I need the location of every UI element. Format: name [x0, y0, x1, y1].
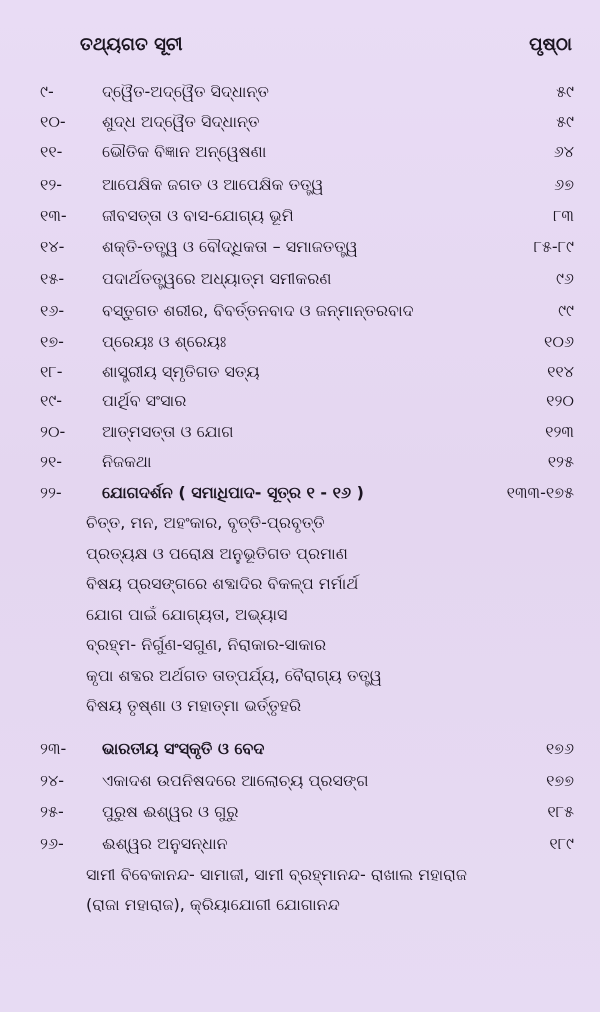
toc-page-number: ୧୦୬	[544, 332, 574, 351]
toc-number: ୧୯-	[40, 391, 63, 410]
toc-number: ୨୧-	[40, 452, 63, 471]
toc-page-number: ୯୯	[558, 301, 574, 320]
toc-page-number: ୧୩୩-୧୭୫	[506, 483, 574, 502]
toc-entry-title: ପାର୍ଥିବ ସଂସାର	[102, 391, 187, 410]
toc-row	[40, 296, 574, 326]
subtopic-line: ପ୍ରତ୍ୟକ୍ଷ ଓ ପରୋକ୍ଷ ଅନୁଭୂତିଗତ ପ୍ରମାଣ	[86, 543, 348, 563]
toc-row	[40, 232, 574, 262]
toc-entry-title: ପୁରୁଷ ଈଶ୍ୱର ଓ ଗୁରୁ	[102, 802, 239, 821]
subtopic-line: କୃପା ଶବ୍ଦର ଅର୍ଥଗତ ତାତ୍ପର୍ଯ୍ୟ, ବୈରାଗ୍ୟ ତତ୍ତ୍ୱ	[86, 665, 382, 685]
toc-page-number: ୬୭	[554, 175, 574, 194]
toc-number: ୧୧-	[40, 142, 63, 161]
toc-number: ୨୪-	[40, 771, 64, 790]
toc-number: ୧୬-	[40, 301, 65, 320]
toc-page-number: ୫୯	[556, 82, 574, 101]
toc-number: ୨୨-	[40, 483, 62, 502]
toc-number: ୨୩-	[40, 739, 67, 758]
subtopic-line: ଚିତ୍ତ, ମନ, ଅହଂକାର, ବୃତ୍ତି-ପ୍ରବୃତ୍ତି	[86, 513, 325, 532]
toc-row	[40, 137, 574, 167]
toc-row	[40, 357, 574, 387]
toc-entry-title: ପଦାର୍ଥତତ୍ତ୍ୱରେ ଅଧ୍ୟାତ୍ମ ସମୀକରଣ	[102, 269, 332, 288]
toc-header	[80, 28, 576, 64]
subtopic-line: (ରାଜା ମହାରାଜ), କ୍ରିୟାଯୋଗୀ ଯୋଗାନନ୍ଦ	[86, 895, 340, 914]
toc-page-number: ୮୫-୮୯	[533, 237, 574, 256]
toc-entry-title: ଶୁଦ୍ଧ ଅଦ୍ୱୈତ ସିଦ୍ଧାନ୍ତ	[102, 112, 260, 131]
toc-number: ୨୦-	[40, 422, 66, 441]
toc-number: ୯-	[40, 82, 54, 101]
toc-page-number: ୧୨୩	[545, 422, 574, 441]
toc-row	[40, 327, 574, 357]
subtopic-line: ବିଷୟ ପ୍ରସଙ୍ଗରେ ଶବ୍ଦାଦିର ବିକଳ୍ପ ମର୍ମାର୍ଥ	[86, 574, 359, 593]
toc-row	[40, 170, 574, 200]
toc-entry-title: ଜୀବସତ୍ତା ଓ ବାସ-ଯୋଗ୍ୟ ଭୂମି	[102, 206, 294, 225]
yoga-subtopics	[86, 508, 546, 722]
toc-number: ୧୨-	[40, 175, 63, 194]
toc-page-number: ୧୭୬	[545, 739, 574, 758]
subtopic-line: ଯୋଗ ପାଇଁ ଯୋଗ୍ୟତା, ଅଭ୍ୟାସ	[86, 604, 288, 624]
toc-page-number: ୮୩	[553, 206, 574, 225]
toc-row	[40, 797, 574, 827]
toc-number: ୨୫-	[40, 802, 64, 821]
final-subtopics	[86, 860, 566, 920]
toc-row	[40, 77, 574, 107]
toc-row	[40, 478, 574, 508]
toc-number: ୧୦-	[40, 112, 66, 131]
page-column-label: ପୃଷ୍ଠା	[529, 34, 572, 55]
toc-entry-title: ବସ୍ତୁଗତ ଶରୀର, ବିବର୍ତ୍ତନବାଦ ଓ ଜନ୍ମାନ୍ତରବାଦ	[102, 301, 414, 320]
toc-entry-title: ଶକ୍ତି-ତତ୍ତ୍ୱ ଓ ବୌଦ୍ଧିକତା – ସମାଜତତ୍ତ୍ୱ	[102, 237, 358, 256]
toc-row	[40, 201, 574, 231]
toc-number: ୧୪-	[40, 237, 65, 256]
toc-row	[40, 766, 574, 796]
toc-row	[40, 417, 574, 447]
toc-entry-title: ଯୋଗଦର୍ଶନ ( ସମାଧିପାଦ- ସୂତ୍ର ୧ - ୧୬ )	[102, 483, 364, 502]
toc-page-number: ୧୮୯	[549, 834, 574, 853]
subtopic-line: ବିଷୟ ତୃଷ୍ଣା ଓ ମହାତ୍ମା ଭର୍ତ୍ତୃହରି	[86, 696, 302, 715]
toc-entry-title: ପ୍ରେୟଃ ଓ ଶ୍ରେୟଃ	[102, 332, 227, 351]
toc-entry-title: ଏକାଦଶ ଉପନିଷଦରେ ଆଲୋଚ୍ୟ ପ୍ରସଙ୍ଗ	[102, 771, 369, 790]
toc-page-number: ୧୨୦	[546, 391, 574, 410]
toc-number: ୧୩-	[40, 206, 67, 225]
toc-row	[40, 264, 574, 294]
toc-entry-title: ଆତ୍ମସତ୍ତା ଓ ଯୋଗ	[102, 422, 234, 441]
toc-page-number: ୧୧୪	[547, 362, 574, 381]
toc-row	[40, 386, 574, 416]
toc-number: ୧୮-	[40, 362, 63, 381]
toc-row	[40, 447, 574, 477]
toc-page-number: ୧୨୫	[547, 452, 574, 471]
toc-entry-title: ନିଜକଥା	[102, 452, 152, 471]
toc-entry-title: ଈଶ୍ୱର ଅନୁସନ୍ଧାନ	[102, 834, 228, 853]
subtopic-line: ବ୍ରହ୍ମ- ନିର୍ଗୁଣ-ସଗୁଣ, ନିରାକାର-ସାକାର	[86, 635, 327, 654]
toc-row	[40, 734, 574, 764]
toc-entry-title: ଦ୍ୱୈତ-ଅଦ୍ୱୈତ ସିଦ୍ଧାନ୍ତ	[102, 82, 269, 101]
subtopic-line: ସାମୀ ବିବେକାନନ୍ଦ- ସାମାଜୀ, ସାମୀ ବ୍ରହ୍ମାନନ୍ଦ- ରାଖାଲ ମହାରାଜ	[86, 865, 467, 884]
toc-entry-title: ଆପେକ୍ଷିକ ଜଗତ ଓ ଆପେକ୍ଷିକ ତତ୍ତ୍ୱ	[102, 175, 324, 194]
toc-entry-title: ଭୌତିକ ବିଜ୍ଞାନ ଅନ୍ୱେଷଣା	[102, 142, 267, 161]
toc-row	[40, 107, 574, 137]
toc-page-number: ୫୯	[556, 112, 574, 131]
toc-row	[40, 829, 574, 859]
toc-page-number: ୯୬	[555, 269, 574, 288]
toc-page-number: ୧୭୭	[546, 771, 574, 790]
toc-number: ୧୭-	[40, 332, 64, 351]
toc-number: ୨୬-	[40, 834, 64, 853]
toc-number: ୧୫-	[40, 269, 65, 288]
toc-page-number: ୬୪	[553, 142, 574, 161]
toc-page-number: ୧୮୫	[547, 802, 574, 821]
toc-entry-title: ଭାରତୀୟ ସଂସ୍କୃତି ଓ ବେଦ	[102, 739, 265, 758]
toc-entry-title: ଶାସ୍ତ୍ରୀୟ ସ୍ମୃତିଗତ ସତ୍ୟ	[102, 362, 260, 381]
toc-title: ତଥ୍ୟଗତ ସୂଚୀ	[80, 34, 183, 55]
